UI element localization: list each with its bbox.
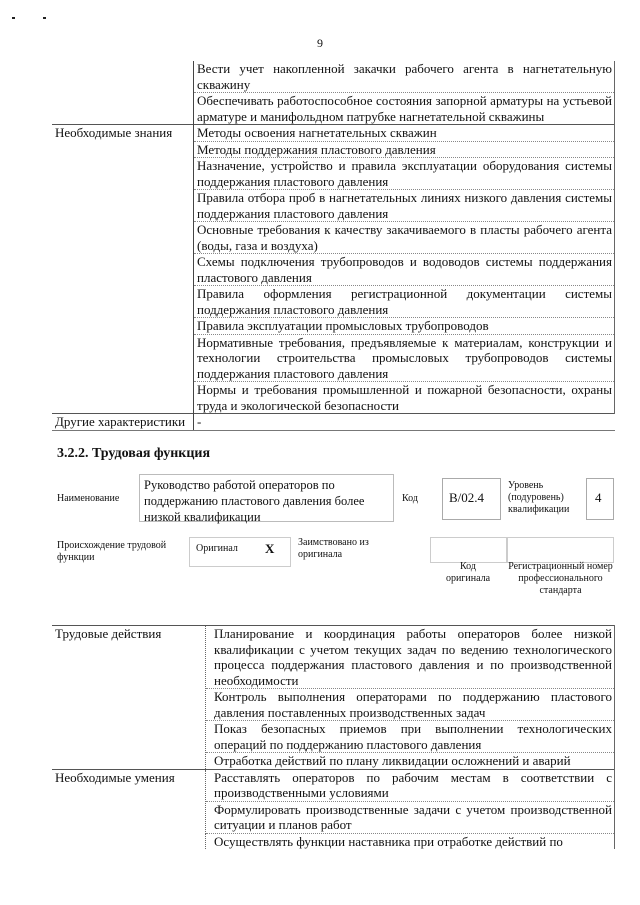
reg-number-caption: Регистрационный номер профессионального стандарта <box>508 561 613 596</box>
list-item: Нормы и требования промышленной и пожарной безопасности, охраны труда и экологической безопасности <box>194 382 615 414</box>
section-heading: 3.2.2. Трудовая функция <box>57 446 211 461</box>
row-label: Трудовые действия <box>52 626 206 770</box>
level-label: Уровень (подуровень) квалификации <box>508 480 570 515</box>
list-item: Вести учет накопленной закачки рабочего агента в нагнетательную скважину <box>194 61 615 93</box>
list-item: Нормативные требования, предъявляемые к материалам, конструкции и технологии строительства промысловых трубопроводов системы поддержания пластового давления <box>194 334 615 382</box>
list-item: Осуществлять функции наставника при отработке действий по <box>206 833 615 849</box>
list-item: Правила оформления регистрационной документации системы поддержания пластового давления <box>194 286 615 318</box>
row-label: Другие характеристики <box>52 414 194 431</box>
original-label: Оригинал <box>196 543 238 554</box>
page-number: 9 <box>317 36 323 50</box>
row-label <box>52 61 194 125</box>
row-label: Необходимые знания <box>52 125 194 414</box>
table-row <box>52 61 615 93</box>
scan-mark <box>43 17 46 19</box>
list-item: Отработка действий по плану ликвидации осложнений и аварий <box>206 753 615 770</box>
borrowed-label: Заимствовано из оригинала <box>298 537 369 560</box>
table-row <box>52 769 615 801</box>
list-item: Методы поддержания пластового давления <box>194 141 615 158</box>
list-item: Основные требования к качеству закачиваемого в пласты рабочего агента (воды, газа и воздуха) <box>194 222 615 254</box>
competency-table-2 <box>52 625 615 849</box>
list-item: Правила отбора проб в нагнетательных линиях низкого давления системы поддержания пластового давления <box>194 190 615 222</box>
list-item: Правила эксплуатации промысловых трубопроводов <box>194 318 615 335</box>
origin-label: Происхождение трудовой функции <box>57 540 167 563</box>
table-row <box>52 626 615 689</box>
table-row <box>52 414 615 431</box>
scan-mark <box>12 17 15 19</box>
list-item: Контроль выполнения операторами по поддержанию пластового давления поставленных производственных задач <box>206 689 615 721</box>
original-mark: X <box>265 541 275 556</box>
origin-box <box>189 537 291 567</box>
list-item: Планирование и координация работы операторов более низкой квалификации с учетом текущих задач по ведению технологического процесса поддержания пластового давления и по производственной необходимости <box>206 626 615 689</box>
name-label: Наименование <box>57 493 120 504</box>
function-name: Руководство работой операторов по поддержанию пластового давления более низкой квалификации <box>144 478 365 524</box>
row-label: Необходимые умения <box>52 769 206 849</box>
list-item: Обеспечивать работоспособное состояния запорной арматуры на устьевой арматуре и манифольдном патрубке нагнетательной скважины <box>194 93 615 125</box>
list-item: - <box>194 414 615 431</box>
code-label: Код <box>402 493 418 504</box>
list-item: Методы освоения нагнетательных скважин <box>194 125 615 142</box>
reg-number-box <box>507 537 614 563</box>
level-value: 4 <box>595 490 602 505</box>
list-item: Назначение, устройство и правила эксплуатации оборудования системы поддержания пластового давления <box>194 158 615 190</box>
list-item: Показ безопасных приемов при выполнении технологических операций по поддержанию пластового давления <box>206 721 615 753</box>
list-item: Расставлять операторов по рабочим местам в соответствии с производственными условиями <box>206 769 615 801</box>
origin-code-box <box>430 537 507 563</box>
table-row <box>52 125 615 142</box>
competency-table-1 <box>52 61 615 431</box>
list-item: Схемы подключения трубопроводов и водоводов системы поддержания пластового давления <box>194 254 615 286</box>
origin-code-caption: Код оригинала <box>445 561 491 584</box>
list-item: Формулировать производственные задачи с учетом производственной ситуации и планов работ <box>206 801 615 833</box>
code-value: B/02.4 <box>449 490 485 505</box>
